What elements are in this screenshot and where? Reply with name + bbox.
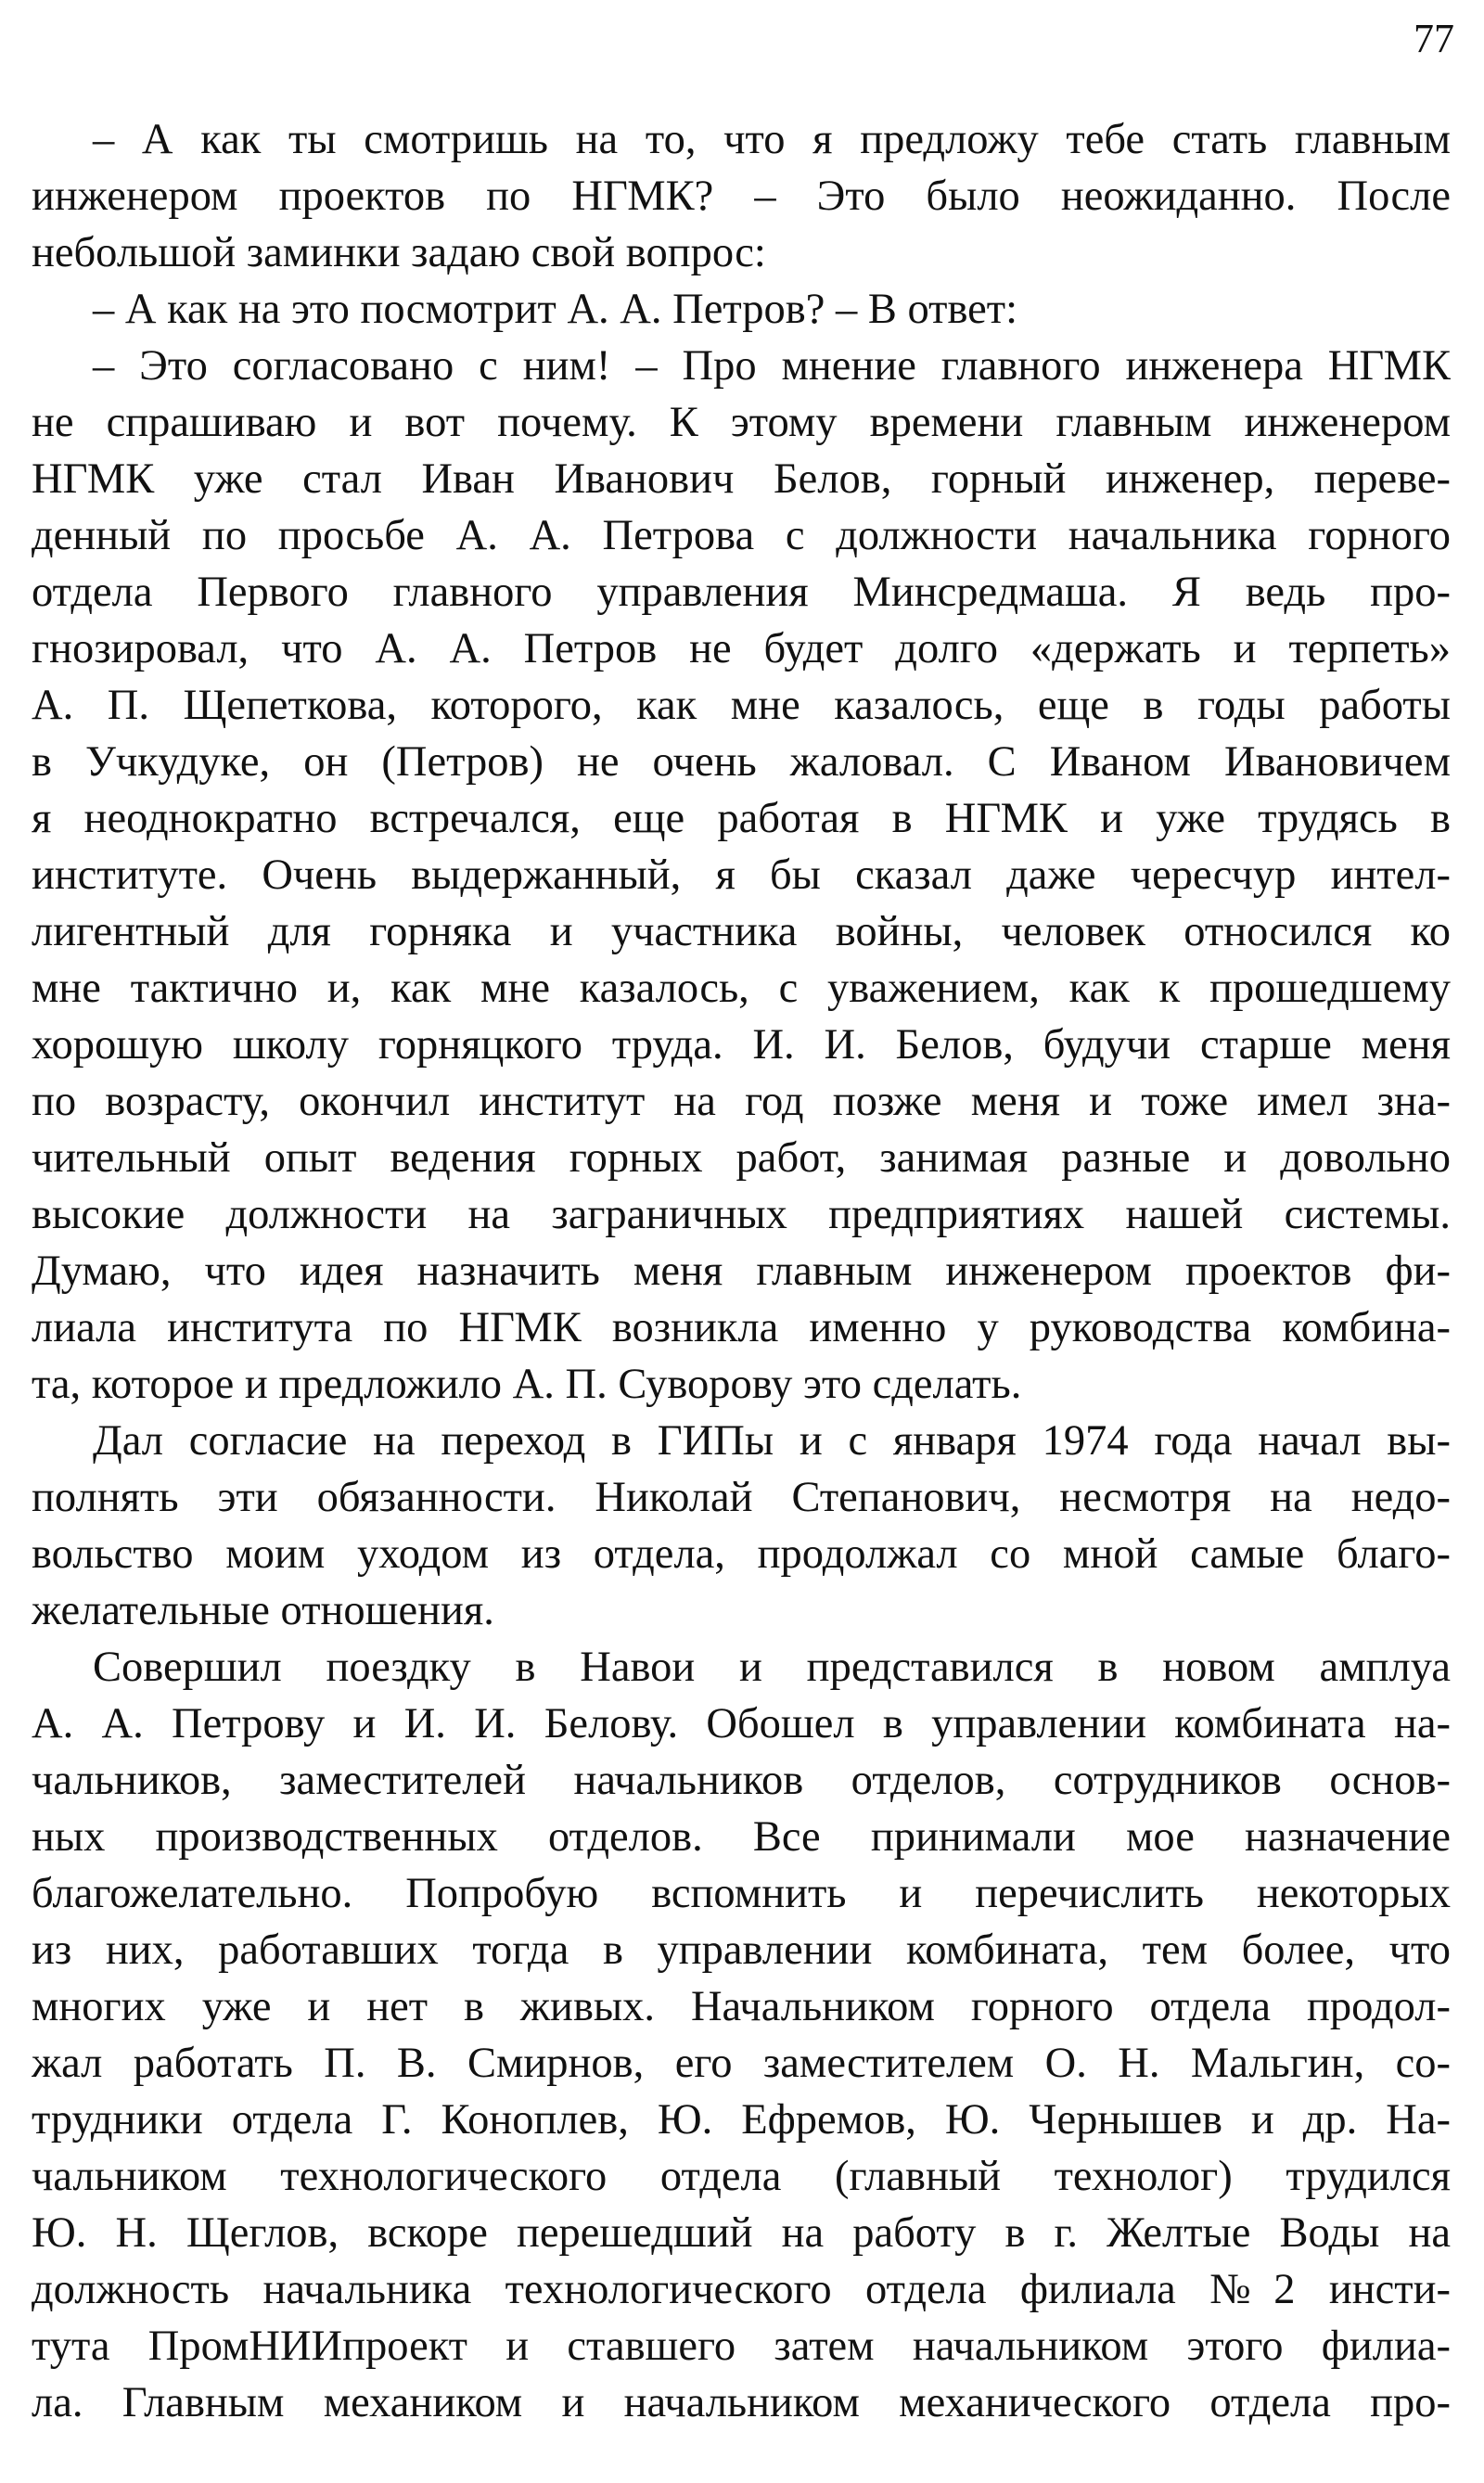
text-line: гнозировал, что А. А. Петров не будет долго «держать и терпеть» (32, 625, 1451, 672)
text-line: лиала института по НГМК возникла именно у руководства комбина- (32, 1304, 1451, 1351)
text-line: институте. Очень выдержанный, я бы сказал даже чересчур интел- (32, 851, 1451, 899)
text-line: небольшой заминки задаю свой вопрос: (32, 229, 766, 276)
text-line: – А как на это посмотрит А. А. Петров? – В ответ: (93, 286, 1018, 333)
text-line: инженером проектов по НГМК? – Это было неожиданно. После (32, 173, 1451, 220)
text-line: А. П. Щепеткова, которого, как мне казалось, еще в годы работы (32, 682, 1451, 729)
text-line: желательные отношения. (32, 1587, 494, 1634)
text-line: отдела Первого главного управления Минсредмаша. Я ведь про- (32, 569, 1451, 616)
text-line: благожелательно. Попробую вспомнить и перечислить некоторых (32, 1870, 1451, 1917)
text-line: – А как ты смотришь на то, что я предложу тебе стать главным (93, 116, 1451, 163)
text-line: Дал согласие на переход в ГИПы и с января 1974 года начал вы- (93, 1417, 1451, 1465)
text-line: лигентный для горняка и участника войны, человек относился ко (32, 908, 1451, 955)
body-text (32, 111, 1451, 2431)
paragraph (32, 111, 1451, 281)
text-line: чальником технологического отдела (главный технолог) трудился (32, 2153, 1451, 2200)
text-line: я неоднократно встречался, еще работая в НГМК и уже трудясь в (32, 795, 1451, 842)
text-line: чальников, заместителей начальников отделов, сотрудников основ- (32, 1757, 1451, 1804)
page-number: 77 (1414, 16, 1454, 61)
text-line: многих уже и нет в живых. Начальником горного отдела продол- (32, 1983, 1451, 2030)
text-line: ла. Главным механиком и начальником механического отдела про- (32, 2379, 1451, 2426)
text-line: Совершил поездку в Навои и представился в новом амплуа (93, 1644, 1451, 1691)
paragraph (32, 1413, 1451, 1639)
text-line: А. А. Петрову и И. И. Белову. Обошел в управлении комбината на- (32, 1700, 1451, 1747)
text-line: та, которое и предложило А. П. Суворову это сделать. (32, 1361, 1022, 1408)
text-line: в Учкудуке, он (Петров) не очень жаловал. С Иваном Ивановичем (32, 738, 1451, 786)
text-line: Думаю, что идея назначить меня главным инженером проектов фи- (32, 1248, 1451, 1295)
text-line: денный по просьбе А. А. Петрова с должности начальника горного (32, 512, 1451, 559)
text-line: должность начальника технологического отдела филиала №2 инсти- (32, 2266, 1451, 2313)
text-line: трудники отдела Г. Коноплев, Ю. Ефремов, Ю. Чернышев и др. На- (32, 2096, 1451, 2144)
text-line: ных производственных отделов. Все принимали мое назначение (32, 1813, 1451, 1861)
text-line: по возрасту, окончил институт на год позже меня и тоже имел зна- (32, 1078, 1451, 1125)
paragraph (32, 281, 1451, 338)
text-line: хорошую школу горняцкого труда. И. И. Белов, будучи старше меня (32, 1021, 1451, 1069)
text-line: тута ПромНИИпроект и ставшего затем начальником этого филиа- (32, 2323, 1451, 2370)
text-line: из них, работавших тогда в управлении комбината, тем более, что (32, 1926, 1451, 1974)
text-line: мне тактично и, как мне казалось, с уважением, как к прошедшему (32, 965, 1451, 1012)
paragraph (32, 1639, 1451, 2431)
text-line: НГМК уже стал Иван Иванович Белов, горный инженер, переве- (32, 455, 1451, 503)
text-line: Ю. Н. Щеглов, вскоре перешедший на работу в г. Желтые Воды на (32, 2209, 1451, 2257)
paragraph (32, 338, 1451, 1413)
text-line: чительный опыт ведения горных работ, занимая разные и довольно (32, 1134, 1451, 1182)
text-line: высокие должности на заграничных предприятиях нашей системы. (32, 1191, 1451, 1238)
text-line: вольство моим уходом из отдела, продолжал со мной самые благо- (32, 1530, 1451, 1578)
text-line: жал работать П. В. Смирнов, его заместителем О. Н. Мальгин, со- (32, 2040, 1451, 2087)
text-line: не спрашиваю и вот почему. К этому времени главным инженером (32, 399, 1451, 446)
text-line: полнять эти обязанности. Николай Степанович, несмотря на недо- (32, 1474, 1451, 1521)
text-line: – Это согласовано с ним! – Про мнение главного инженера НГМК (93, 342, 1451, 390)
